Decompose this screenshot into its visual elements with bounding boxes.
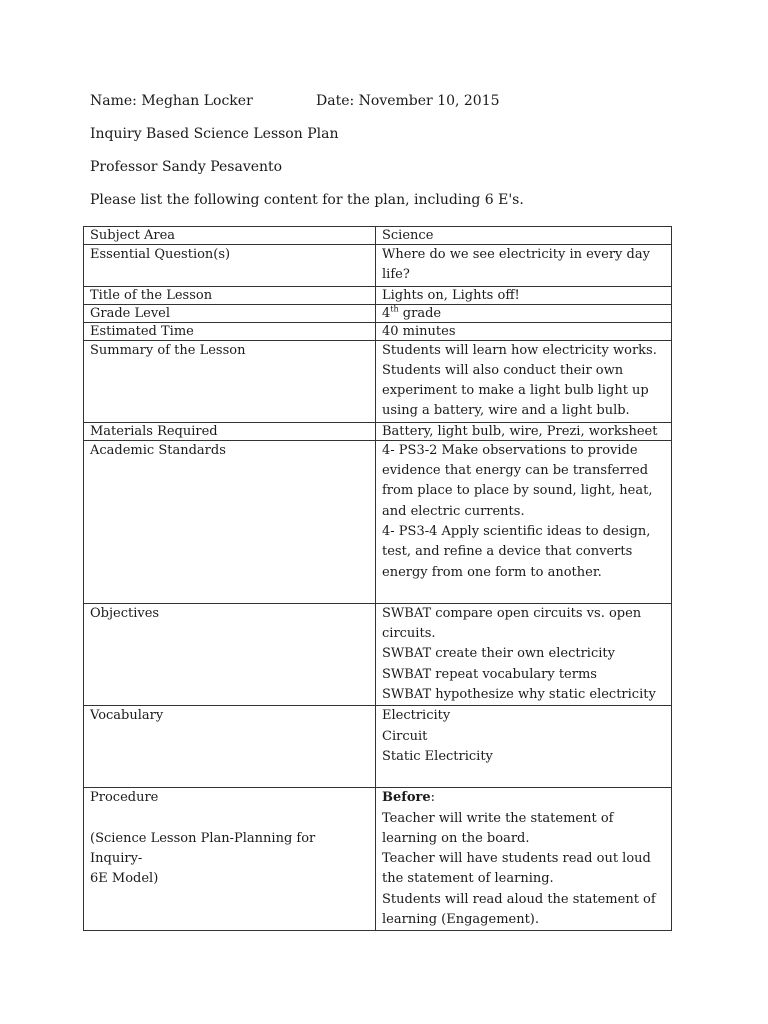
value-line: life? <box>382 267 410 283</box>
row-label: Academic Standards <box>84 440 376 603</box>
value-line: 4- PS3-2 Make observations to provide <box>382 442 638 458</box>
table-row-procedure <box>84 788 672 931</box>
value-line: experiment to make a light bulb light up <box>382 383 649 399</box>
table-row-grade-level <box>84 304 672 322</box>
table-row-objectives <box>84 603 672 705</box>
value-line: Students will learn how electricity works. <box>382 342 657 358</box>
value-line: Teacher will have students read out loud <box>382 851 651 867</box>
row-label: Objectives <box>84 603 376 705</box>
table-row-subject-area <box>84 227 672 245</box>
value-line: using a battery, wire and a light bulb. <box>382 403 630 419</box>
row-value <box>376 706 672 788</box>
table-row-materials <box>84 422 672 440</box>
value-line: and electric currents. <box>382 503 525 519</box>
row-value: Lights on, Lights off! <box>376 286 672 304</box>
value-line: SWBAT create their own electricity <box>382 646 615 662</box>
table-row-vocabulary <box>84 706 672 788</box>
row-value <box>376 304 672 322</box>
value-line: from place to place by sound, light, heat, <box>382 483 653 499</box>
row-value <box>376 788 672 931</box>
row-label: Subject Area <box>84 227 376 245</box>
table-row-estimated-time <box>84 322 672 340</box>
instructions-text: Please list the following content for the plan, including 6 E's. <box>90 192 524 208</box>
procedure-label: Procedure <box>90 790 159 806</box>
value-line: Electricity <box>382 708 451 724</box>
value-line: Students will also conduct their own <box>382 362 624 378</box>
value-line: Where do we see electricity in every day <box>382 247 650 262</box>
row-label: Summary of the Lesson <box>84 340 376 422</box>
row-label: Materials Required <box>84 422 376 440</box>
document-date: Date: November 10, 2015 <box>316 93 500 109</box>
table-row-title <box>84 286 672 304</box>
row-value <box>376 603 672 705</box>
professor-name: Professor Sandy Pesavento <box>90 159 283 175</box>
row-value: Science <box>376 227 672 245</box>
table-row-essential-question <box>84 245 672 287</box>
value-line: test, and refine a device that converts <box>382 544 633 560</box>
table-row-standards <box>84 440 672 603</box>
procedure-note-line: 6E Model) <box>90 871 159 887</box>
row-value: Battery, light bulb, wire, Prezi, worksheet <box>376 422 672 440</box>
row-value <box>376 440 672 603</box>
value-line: Teacher will write the statement of <box>382 810 614 826</box>
value-line: energy from one form to another. <box>382 564 602 580</box>
value-line: 4- PS3-4 Apply scientific ideas to design, <box>382 523 651 539</box>
document-title: Inquiry Based Science Lesson Plan <box>90 126 339 142</box>
row-value <box>376 245 672 287</box>
value-line: SWBAT repeat vocabulary terms <box>382 666 597 682</box>
value-line: SWBAT compare open circuits vs. open <box>382 605 642 621</box>
value-line: Circuit <box>382 728 428 744</box>
grade-suffix: grade <box>398 305 442 321</box>
value-line: the statement of learning. <box>382 871 554 887</box>
row-label: Grade Level <box>84 304 376 322</box>
grade-superscript: th <box>390 304 399 314</box>
value-line: Static Electricity <box>382 748 493 764</box>
value-line: learning (Engagement). <box>382 912 540 928</box>
value-line: learning on the board. <box>382 830 530 846</box>
row-label: Essential Question(s) <box>84 245 376 287</box>
value-line: SWBAT hypothesize why static electricity <box>382 687 656 703</box>
row-label: Title of the Lesson <box>84 286 376 304</box>
row-label: Vocabulary <box>84 706 376 788</box>
value-line: evidence that energy can be transferred <box>382 463 649 479</box>
row-value <box>376 340 672 422</box>
row-label: Estimated Time <box>84 322 376 340</box>
value-line: Students will read aloud the statement of <box>382 891 656 907</box>
grade-number: 4 <box>382 305 391 321</box>
student-name: Name: Meghan Locker <box>90 93 253 109</box>
table-row-summary <box>84 340 672 422</box>
procedure-note-line: (Science Lesson Plan-Planning for Inquiry- <box>90 830 316 866</box>
value-line: circuits. <box>382 626 436 642</box>
before-colon: : <box>430 790 436 806</box>
lesson-plan-table <box>83 226 672 931</box>
before-heading: Before <box>382 790 431 806</box>
row-label <box>84 788 376 931</box>
row-value: 40 minutes <box>376 322 672 340</box>
